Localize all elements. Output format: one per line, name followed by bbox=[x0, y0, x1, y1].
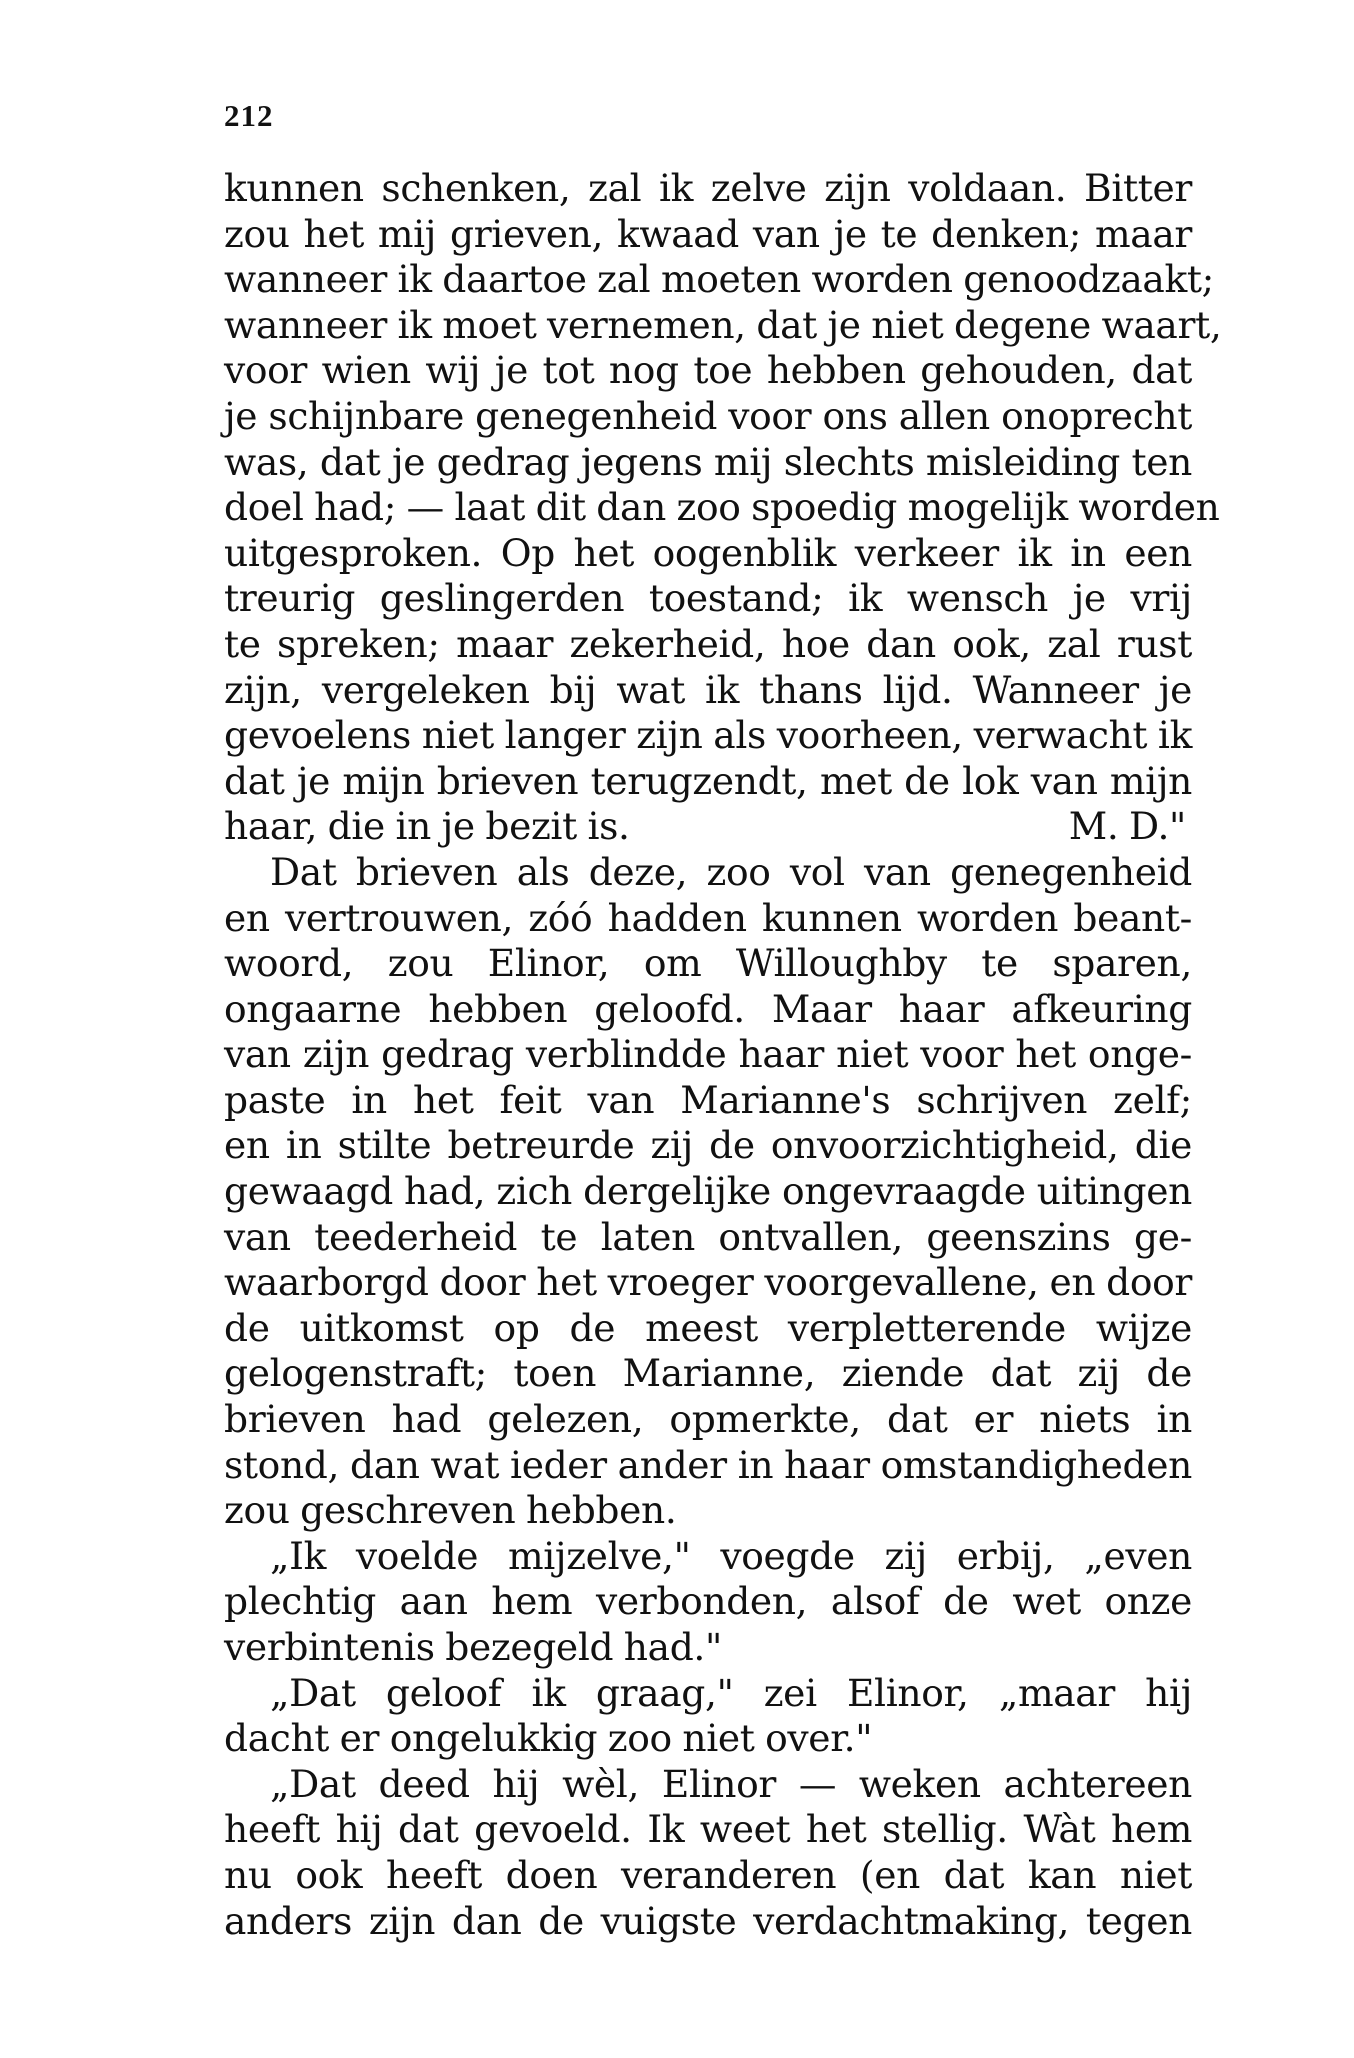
text-line bbox=[224, 1899, 1192, 1945]
text-line bbox=[224, 896, 1192, 942]
text-line bbox=[224, 1534, 1192, 1580]
line-text: waarborgd door het vroeger voorgevallene, en door bbox=[224, 1260, 1192, 1305]
line-text: „Dat deed hij wèl, Elinor — weken achtereen bbox=[270, 1761, 1192, 1806]
text-line bbox=[224, 1488, 1192, 1534]
text-line bbox=[224, 166, 1192, 212]
text-line bbox=[224, 1306, 1192, 1352]
line-text: uitgesproken. Op het oogenblik verkeer ik in een bbox=[224, 530, 1192, 575]
line-text: brieven had gelezen, opmerkte, dat er niets in bbox=[224, 1397, 1192, 1442]
line-text: wanneer ik moet vernemen, dat je niet degene waart, bbox=[224, 302, 1222, 347]
text-line bbox=[224, 1625, 1192, 1671]
line-text: je schijnbare genegenheid voor ons allen onoprecht bbox=[224, 393, 1192, 438]
line-text: heeft hij dat gevoeld. Ik weet het stellig. Wàt hem bbox=[224, 1807, 1192, 1852]
line-text: plechtig aan hem verbonden, alsof de wet onze bbox=[224, 1579, 1192, 1624]
text-line bbox=[224, 1123, 1192, 1169]
text-line bbox=[224, 1807, 1192, 1853]
text-line bbox=[224, 576, 1192, 622]
line-text: ongaarne hebben geloofd. Maar haar afkeuring bbox=[224, 986, 1192, 1031]
text-line bbox=[224, 1671, 1192, 1717]
line-text: wanneer ik daartoe zal moeten worden genoodzaakt; bbox=[224, 257, 1214, 302]
text-line bbox=[224, 1215, 1192, 1261]
text-line bbox=[224, 668, 1192, 714]
text-line bbox=[224, 531, 1192, 577]
line-text: zijn, vergeleken bij wat ik thans lijd. Wanneer je bbox=[224, 667, 1192, 712]
text-line bbox=[224, 348, 1192, 394]
text-line bbox=[224, 759, 1192, 805]
line-text: zou geschreven hebben. bbox=[224, 1488, 677, 1533]
line-text: dacht er ongelukkig zoo niet over." bbox=[224, 1716, 873, 1761]
line-text: van zijn gedrag verblindde haar niet voor het onge- bbox=[224, 1032, 1192, 1077]
text-line bbox=[224, 1579, 1192, 1625]
text-line bbox=[224, 1078, 1192, 1124]
line-text: „Ik voelde mijzelve," voegde zij erbij, „even bbox=[270, 1533, 1192, 1578]
line-text: doel had; — laat dit dan zoo spoedig mogelijk worden bbox=[224, 485, 1220, 530]
body-text bbox=[224, 166, 1222, 1944]
line-text: nu ook heeft doen veranderen (en dat kan niet bbox=[224, 1852, 1192, 1897]
text-line bbox=[224, 257, 1214, 303]
line-text: verbintenis bezegeld had." bbox=[224, 1625, 722, 1669]
line-text: Dat brieven als deze, zoo vol van genegenheid bbox=[270, 849, 1192, 894]
line-text: dat je mijn brieven terugzendt, met de lok van mijn bbox=[224, 758, 1192, 803]
text-line bbox=[224, 622, 1192, 668]
text-line bbox=[224, 212, 1192, 258]
line-text: voor wien wij je tot nog toe hebben gehouden, dat bbox=[224, 348, 1192, 393]
line-text: zou het mij grieven, kwaad van je te denken; maar bbox=[224, 211, 1192, 256]
text-line bbox=[224, 1762, 1192, 1808]
line-text: en vertrouwen, zóó hadden kunnen worden beant- bbox=[224, 895, 1192, 940]
text-line bbox=[224, 1443, 1192, 1489]
text-line bbox=[224, 804, 1192, 850]
text-line bbox=[224, 1260, 1192, 1306]
line-text: en in stilte betreurde zij de onvoorzichtigheid, die bbox=[224, 1123, 1192, 1168]
line-text: stond, dan wat ieder ander in haar omstandigheden bbox=[224, 1442, 1192, 1487]
text-line bbox=[224, 302, 1222, 349]
text-line bbox=[224, 1853, 1192, 1899]
text-line bbox=[224, 1032, 1192, 1078]
line-text: gewaagd had, zich dergelijke ongevraagde uitingen bbox=[224, 1169, 1192, 1214]
line-text: „Dat geloof ik graag," zei Elinor, „maar hij bbox=[270, 1670, 1192, 1715]
line-text: kunnen schenken, zal ik zelve zijn voldaan. Bitter bbox=[224, 166, 1192, 210]
line-text: anders zijn dan de vuigste verdachtmaking, tegen bbox=[224, 1898, 1192, 1943]
text-line bbox=[224, 850, 1192, 896]
text-line bbox=[224, 1716, 1192, 1762]
line-text: haar, die in je bezit is. bbox=[224, 804, 630, 849]
text-line bbox=[224, 987, 1192, 1033]
text-line bbox=[224, 1169, 1192, 1215]
text-line bbox=[224, 485, 1220, 531]
page-number: 212 bbox=[224, 98, 274, 133]
text-line bbox=[224, 713, 1192, 759]
line-text: van teederheid te laten ontvallen, geenszins ge- bbox=[224, 1214, 1192, 1259]
text-line bbox=[224, 1397, 1192, 1443]
text-line bbox=[224, 941, 1192, 987]
text-line bbox=[224, 394, 1192, 440]
line-text: de uitkomst op de meest verpletterende wijze bbox=[224, 1305, 1192, 1350]
line-text: paste in het feit van Marianne's schrijven zelf; bbox=[224, 1077, 1192, 1122]
text-line bbox=[224, 440, 1192, 486]
line-text: woord, zou Elinor, om Willoughby te sparen, bbox=[224, 941, 1192, 986]
text-line bbox=[224, 1351, 1192, 1397]
line-text: treurig geslingerden toestand; ik wensch je vrij bbox=[224, 576, 1192, 621]
line-text: gelogenstraft; toen Marianne, ziende dat zij de bbox=[224, 1351, 1192, 1396]
line-text: te spreken; maar zekerheid, hoe dan ook, zal rust bbox=[224, 621, 1192, 666]
line-text: was, dat je gedrag jegens mij slechts misleiding ten bbox=[224, 439, 1192, 484]
letter-signature: M. D." bbox=[1068, 804, 1186, 849]
line-text: gevoelens niet langer zijn als voorheen, verwacht ik bbox=[224, 713, 1192, 758]
